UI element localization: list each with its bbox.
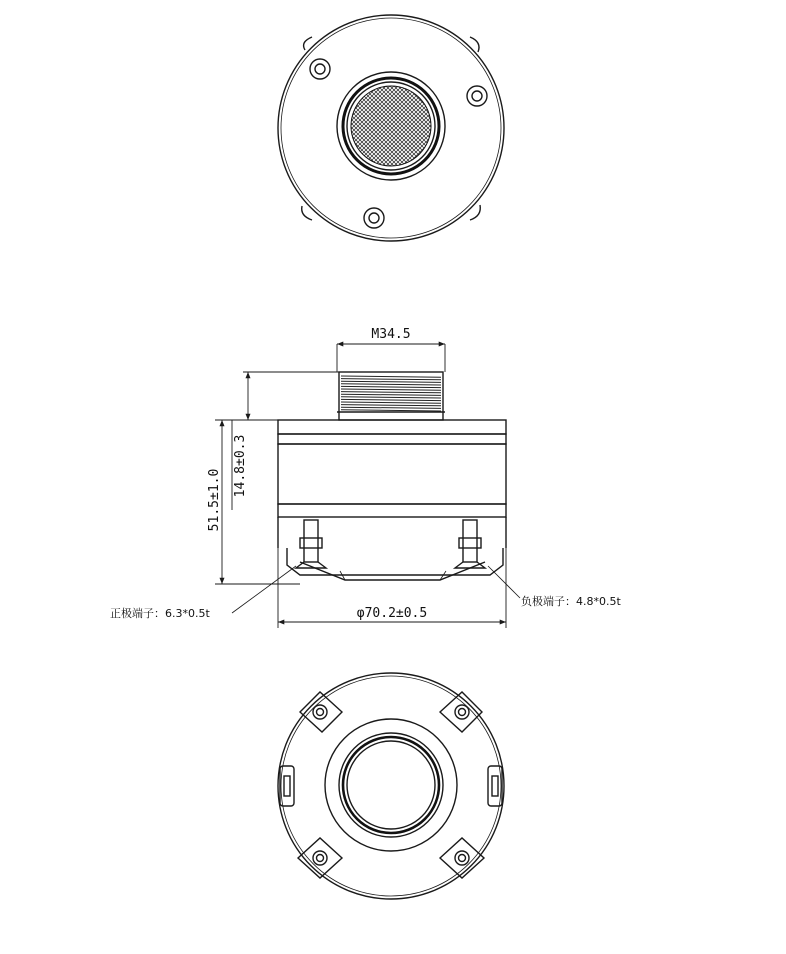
body-main — [278, 444, 506, 504]
side-view — [110, 327, 621, 628]
thread-line — [341, 381, 441, 382]
bottom-view-outer-circle — [278, 673, 504, 899]
top-view-mount-hole — [310, 59, 330, 79]
positive-terminal-callout: 正极端子：6.3*0.5t — [110, 607, 210, 620]
overall-height-label: 51.5±1.0 — [207, 468, 222, 532]
thread-line — [341, 394, 441, 395]
thread-line — [341, 407, 441, 408]
positive-terminal-leader — [232, 566, 296, 613]
thread-line — [341, 389, 441, 390]
diameter-label: φ70.2±0.5 — [356, 606, 428, 621]
thread-line — [341, 379, 441, 380]
top-view-mount-hole — [364, 208, 384, 228]
flange-height-label: 14.8±0.3 — [233, 434, 248, 498]
bottom-view — [278, 673, 504, 899]
thread-line — [341, 384, 441, 385]
negative-terminal — [455, 520, 485, 568]
top-view-lug — [470, 37, 479, 52]
thread-line — [341, 386, 441, 387]
thread-dimension-label: M34.5 — [371, 327, 411, 342]
thread-line — [341, 376, 441, 377]
negative-terminal-callout: 负极端子：4.8*0.5t — [521, 595, 621, 608]
top-view-mount-hole — [467, 86, 487, 106]
negative-terminal-leader — [488, 566, 520, 598]
thread-line — [341, 399, 441, 400]
top-view — [278, 15, 504, 241]
body-top-flange — [278, 420, 506, 434]
thread-line — [341, 405, 441, 406]
thread-line — [341, 397, 441, 398]
positive-terminal — [296, 520, 326, 568]
thread-line — [341, 410, 441, 411]
thread-line — [341, 402, 441, 403]
thread-line — [341, 392, 441, 393]
thread-lines — [341, 376, 441, 411]
top-view-mesh-grille — [351, 86, 431, 166]
bottom-view-inner-ring — [325, 719, 457, 851]
bottom-view-throat — [347, 741, 435, 829]
